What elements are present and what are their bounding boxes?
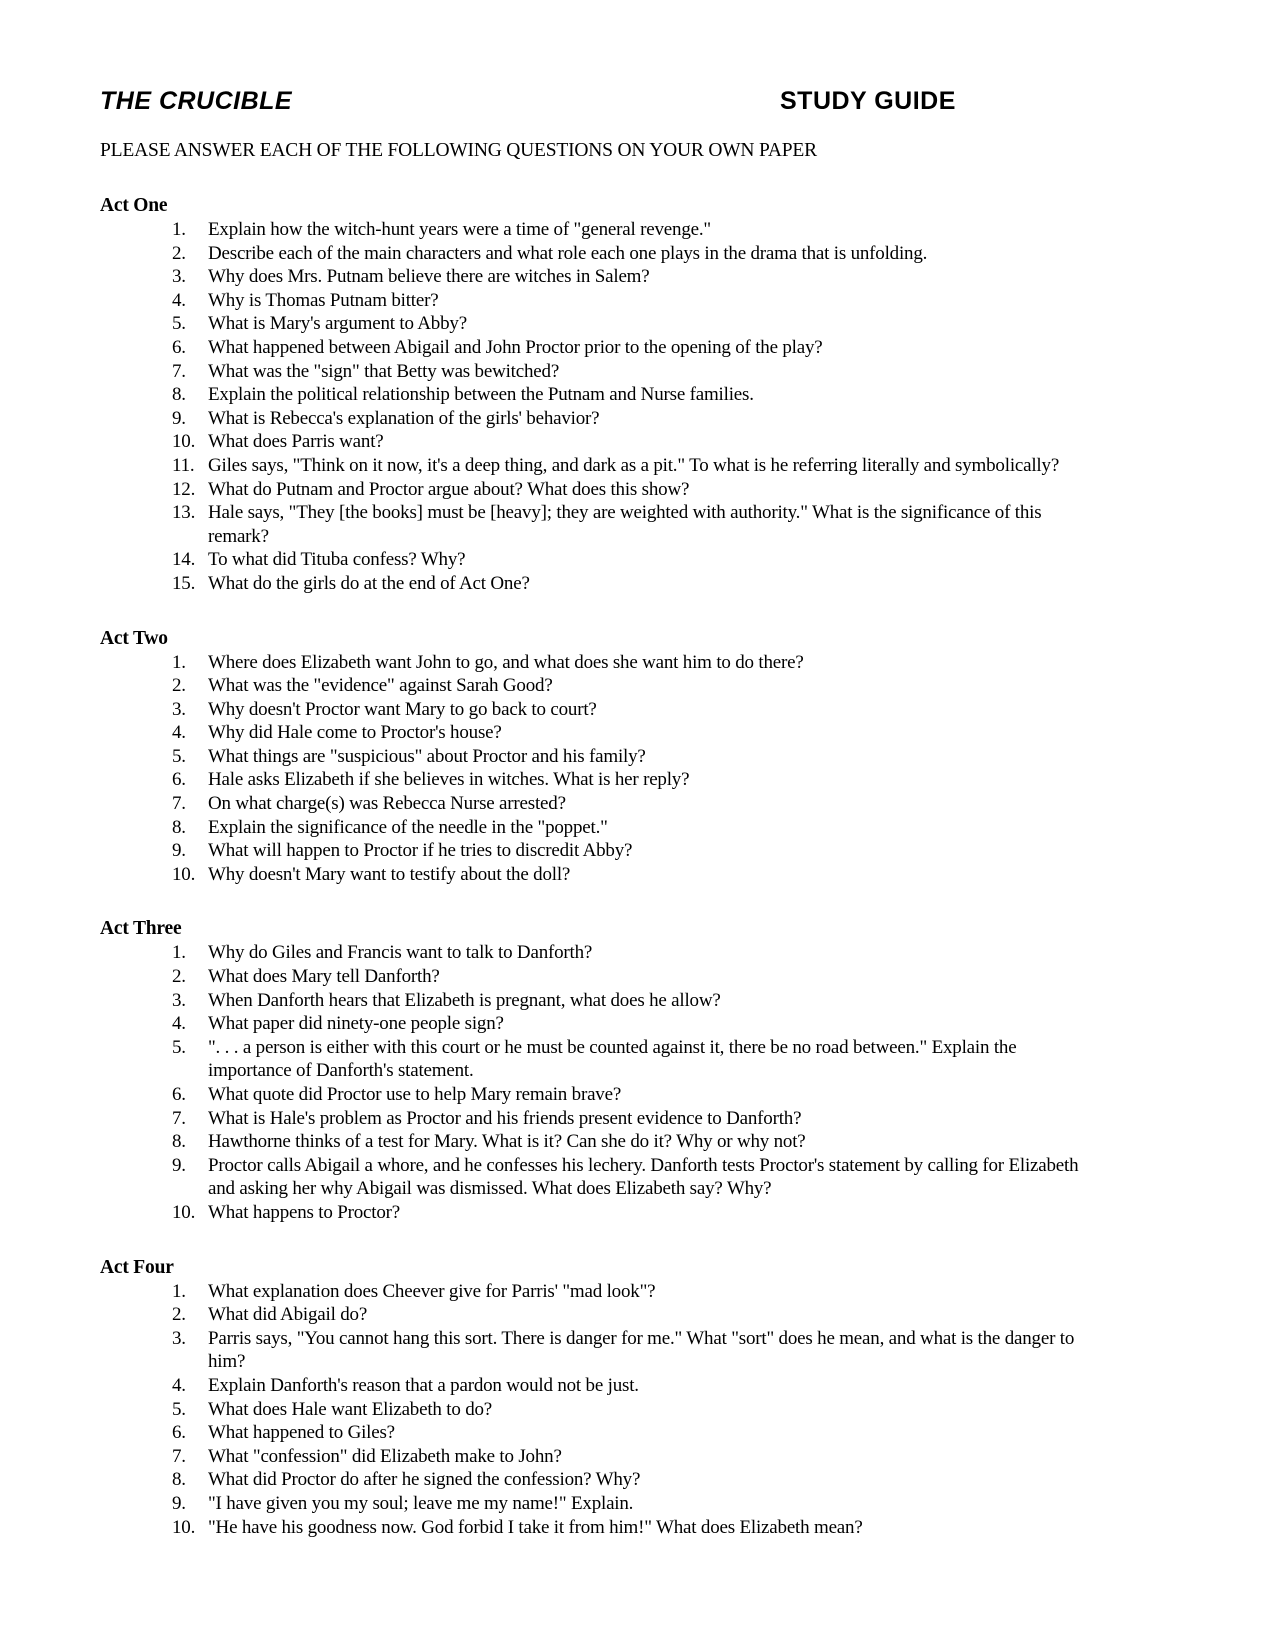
question-item [100, 941, 1197, 965]
question-number: 4. [172, 289, 186, 311]
document-subtitle: STUDY GUIDE [780, 87, 956, 115]
question-number: 5. [172, 1036, 186, 1058]
question-text: Why doesn't Mary want to testify about the doll? [208, 863, 571, 885]
question-number: 10. [172, 1516, 196, 1538]
question-item [100, 289, 1197, 313]
question-number: 14. [172, 549, 196, 571]
question-number: 5. [172, 745, 186, 767]
act-section [100, 1256, 1197, 1540]
question-text: Explain how the witch-hunt years were a time of "general revenge." [208, 219, 711, 240]
question-item [100, 1327, 1197, 1374]
question-item [100, 1130, 1197, 1154]
question-list [100, 1280, 1197, 1540]
question-text: Explain Danforth's reason that a pardon would not be just. [208, 1374, 639, 1396]
question-item [100, 312, 1197, 336]
question-number: 4. [172, 722, 186, 744]
question-text: What did Proctor do after he signed the confession? Why? [208, 1469, 641, 1491]
question-item [100, 651, 1197, 675]
question-text: To what did Tituba confess? Why? [208, 549, 466, 571]
question-item [100, 430, 1197, 454]
question-number: 6. [172, 336, 186, 358]
question-number: 9. [172, 407, 186, 429]
question-item [100, 360, 1197, 384]
question-text: Explain the political relationship between the Putnam and Nurse families. [208, 384, 754, 406]
question-text: What "confession" did Elizabeth make to John? [208, 1445, 562, 1467]
question-list [100, 651, 1197, 887]
act-section [100, 917, 1197, 1224]
question-text: Hawthorne thinks of a test for Mary. What is it? Can she do it? Why or why not? [208, 1131, 806, 1153]
question-text: What did Abigail do? [208, 1304, 368, 1326]
section-heading: Act Three [100, 918, 182, 940]
question-text: What is Mary's argument to Abby? [208, 313, 467, 335]
question-text: What happens to Proctor? [208, 1201, 401, 1223]
question-number: 6. [172, 1084, 186, 1105]
question-item [100, 407, 1197, 431]
question-item [100, 478, 1197, 502]
question-number: 8. [172, 1469, 186, 1491]
instruction-line: PLEASE ANSWER EACH OF THE FOLLOWING QUESTIONS ON YOUR OWN PAPER [100, 140, 817, 161]
section-heading: Act Two [100, 627, 168, 649]
act-section [100, 627, 1197, 887]
question-number: 2. [172, 1304, 186, 1326]
question-text: "I have given you my soul; leave me my name!" Explain. [208, 1492, 634, 1514]
question-item [100, 242, 1197, 266]
question-item [100, 965, 1197, 989]
question-item [100, 218, 1197, 242]
question-text: What do the girls do at the end of Act One? [208, 572, 530, 594]
question-text: What things are "suspicious" about Proctor and his family? [208, 745, 646, 767]
question-number: 6. [172, 769, 186, 791]
question-item [100, 1516, 1197, 1540]
section-heading: Act Four [100, 1256, 174, 1278]
question-item [100, 1154, 1197, 1201]
question-number: 7. [172, 360, 186, 382]
act-section [100, 194, 1197, 596]
question-item [100, 454, 1197, 478]
question-item [100, 1374, 1197, 1398]
question-number: 5. [172, 1398, 186, 1420]
question-text: What will happen to Proctor if he tries to discredit Abby? [208, 840, 633, 862]
question-number: 2. [172, 242, 186, 264]
question-number: 4. [172, 1374, 186, 1396]
question-text: What was the "sign" that Betty was bewitched? [208, 360, 560, 382]
question-number: 10. [172, 863, 196, 885]
document-title: THE CRUCIBLE [100, 87, 293, 115]
question-item [100, 1468, 1197, 1492]
question-item [100, 1201, 1197, 1225]
question-text: Explain the significance of the needle in the "poppet." [208, 816, 608, 838]
question-item [100, 336, 1197, 360]
question-number: 3. [172, 698, 186, 720]
question-number: 7. [172, 1445, 186, 1467]
question-item [100, 745, 1197, 769]
question-number: 13. [172, 502, 196, 524]
question-text: Where does Elizabeth want John to go, and what does she want him to do there? [208, 651, 804, 673]
question-number: 10. [172, 431, 196, 453]
question-list [100, 218, 1197, 596]
question-item [100, 989, 1197, 1013]
question-number: 6. [172, 1422, 186, 1444]
question-text: What do Putnam and Proctor argue about? What does this show? [208, 478, 690, 500]
question-text: Why is Thomas Putnam bitter? [208, 289, 439, 311]
question-number: 5. [172, 313, 186, 335]
question-text: What does Mary tell Danforth? [208, 966, 440, 988]
question-text: Giles says, "Think on it now, it's a deep thing, and dark as a pit." To what is he referring literally and symbolically? [208, 454, 1060, 476]
question-number: 2. [172, 675, 186, 697]
question-number: 3. [172, 1327, 186, 1349]
question-text: What does Hale want Elizabeth to do? [208, 1398, 493, 1420]
question-item [100, 1083, 1197, 1107]
question-text: Why did Hale come to Proctor's house? [208, 722, 502, 744]
document-header [100, 88, 1197, 114]
question-item [100, 1303, 1197, 1327]
question-number: 1. [172, 942, 186, 964]
question-text: Hale asks Elizabeth if she believes in witches. What is her reply? [208, 769, 690, 791]
question-item [100, 768, 1197, 792]
question-text: What was the "evidence" against Sarah Good? [208, 675, 553, 697]
question-text: Parris says, "You cannot hang this sort. There is danger for me." What "sort" does he mean, and what is the danger to him? [208, 1327, 1075, 1373]
question-item [100, 572, 1197, 596]
question-number: 15. [172, 572, 196, 594]
question-text: What happened between Abigail and John Proctor prior to the opening of the play? [208, 336, 823, 358]
question-item [100, 383, 1197, 407]
section-heading: Act One [100, 195, 168, 216]
question-item [100, 1012, 1197, 1036]
question-text: ". . . a person is either with this court or he must be counted against it, there be no road between." Explain the importance of Danforth's statement. [208, 1036, 1017, 1082]
question-number: 9. [172, 840, 186, 862]
question-item [100, 1280, 1197, 1304]
question-text: What does Parris want? [208, 431, 384, 453]
question-item [100, 265, 1197, 289]
question-number: 3. [172, 989, 186, 1011]
question-text: Describe each of the main characters and what role each one plays in the drama that is unfolding. [208, 242, 928, 264]
question-text: What happened to Giles? [208, 1422, 395, 1444]
question-item [100, 863, 1197, 887]
question-number: 1. [172, 1280, 186, 1302]
question-number: 1. [172, 651, 186, 673]
question-item [100, 1107, 1197, 1131]
question-text: What is Rebecca's explanation of the girls' behavior? [208, 407, 600, 429]
question-number: 8. [172, 1131, 186, 1153]
question-text: Hale says, "They [the books] must be [heavy]; they are weighted with authority." What is the significance of this remark? [208, 502, 1042, 547]
question-item [100, 1492, 1197, 1516]
question-item [100, 1421, 1197, 1445]
question-text: What explanation does Cheever give for Parris' "mad look"? [208, 1280, 656, 1302]
question-number: 7. [172, 1107, 186, 1129]
question-item [100, 1398, 1197, 1422]
question-text: Why does Mrs. Putnam believe there are witches in Salem? [208, 266, 650, 288]
question-text: Why do Giles and Francis want to talk to Danforth? [208, 942, 593, 964]
question-text: What is Hale's problem as Proctor and his friends present evidence to Danforth? [208, 1107, 802, 1129]
question-number: 9. [172, 1154, 186, 1176]
question-number: 7. [172, 793, 186, 815]
question-item [100, 839, 1197, 863]
question-item [100, 792, 1197, 816]
question-item [100, 698, 1197, 722]
question-list [100, 941, 1197, 1224]
question-number: 12. [172, 478, 196, 500]
question-item [100, 1036, 1197, 1083]
question-item [100, 721, 1197, 745]
question-text: What quote did Proctor use to help Mary remain brave? [208, 1084, 622, 1105]
question-number: 11. [172, 454, 195, 476]
question-number: 2. [172, 966, 186, 988]
question-item [100, 501, 1197, 548]
question-text: Why doesn't Proctor want Mary to go back to court? [208, 698, 597, 720]
question-item [100, 816, 1197, 840]
question-text: "He have his goodness now. God forbid I take it from him!" What does Elizabeth mean? [208, 1516, 863, 1538]
question-item [100, 674, 1197, 698]
question-sections [100, 194, 1197, 1539]
question-text: Proctor calls Abigail a whore, and he confesses his lechery. Danforth tests Proctor's statement by calling for Elizabeth and asking her why Abigail was dismissed. What does Elizabeth say? Why? [208, 1154, 1079, 1200]
question-text: On what charge(s) was Rebecca Nurse arrested? [208, 793, 566, 815]
question-number: 9. [172, 1492, 186, 1514]
question-number: 8. [172, 384, 186, 406]
question-text: When Danforth hears that Elizabeth is pregnant, what does he allow? [208, 989, 721, 1011]
question-number: 4. [172, 1013, 186, 1035]
question-number: 3. [172, 266, 186, 288]
question-number: 1. [172, 219, 186, 240]
question-number: 10. [172, 1201, 196, 1223]
question-item [100, 548, 1197, 572]
question-text: What paper did ninety-one people sign? [208, 1013, 504, 1035]
question-item [100, 1445, 1197, 1469]
question-number: 8. [172, 816, 186, 838]
